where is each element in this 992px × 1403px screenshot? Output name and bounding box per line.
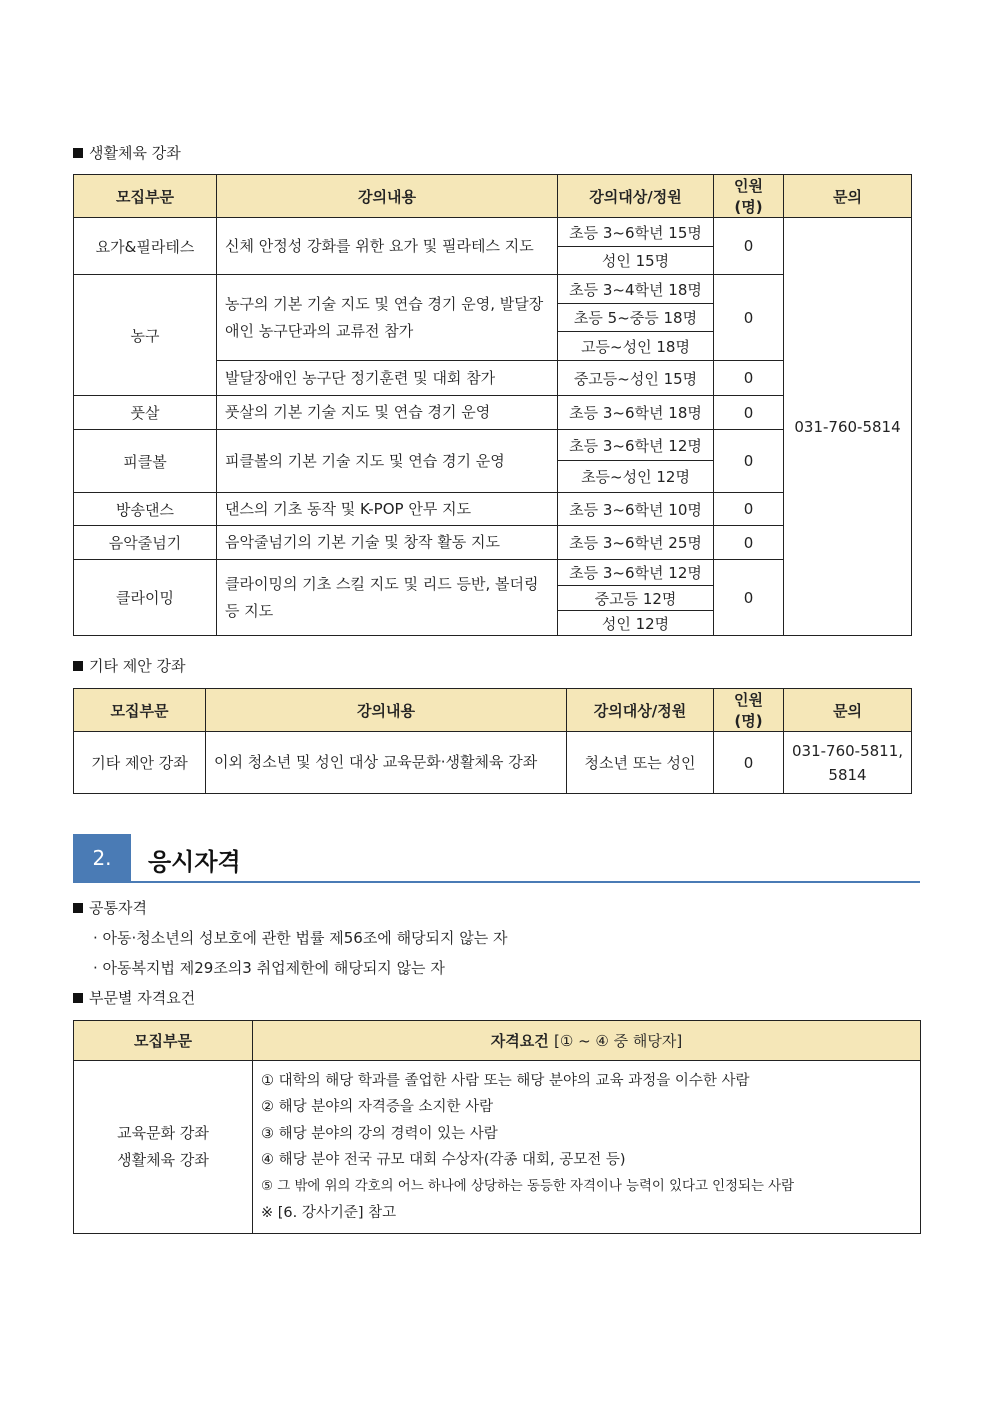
contact-cell: 031-760-5811, 5814 bbox=[784, 732, 912, 794]
requirement-item: ⑤ 그 밖에 위의 각호의 어느 하나에 상당하는 동등한 자격이나 능력이 있다고 인정되는 사람 bbox=[261, 1178, 795, 1194]
section-divider bbox=[73, 881, 920, 883]
content-cell: 클라이밍의 기초 스킬 지도 및 리드 등반, 볼더링 등 지도 bbox=[217, 560, 558, 636]
target-cell: 청소년 또는 성인 bbox=[567, 732, 714, 794]
dept-cell: 클라이밍 bbox=[74, 560, 217, 636]
content-cell: 이외 청소년 및 성인 대상 교육문화·생활체육 강좌 bbox=[206, 732, 567, 794]
section-number-badge: 2. bbox=[73, 834, 131, 882]
dept-cell: 요가&필라테스 bbox=[74, 218, 217, 275]
square-bullet-icon bbox=[73, 903, 83, 913]
target-cell: 중고등~성인 15명 bbox=[558, 361, 714, 396]
count-cell: 0 bbox=[714, 275, 784, 361]
content-cell: 음악줄넘기의 기본 기술 및 창작 활동 지도 bbox=[217, 526, 558, 560]
table-row bbox=[74, 1061, 921, 1234]
section-title: 응시자격 bbox=[148, 848, 241, 876]
table-header-row bbox=[74, 175, 912, 218]
target-cell: 성인 15명 bbox=[558, 247, 714, 275]
header-dept: 모집부문 bbox=[74, 689, 206, 732]
target-cell: 성인 12명 bbox=[558, 611, 714, 636]
dept-cell: 기타 제안 강좌 bbox=[74, 732, 206, 794]
dept-cell: 방송댄스 bbox=[74, 493, 217, 526]
dept-cell: 피클볼 bbox=[74, 430, 217, 493]
content-cell: 댄스의 기초 동작 및 K-POP 안무 지도 bbox=[217, 493, 558, 526]
list-item: · 아동·청소년의 성보호에 관한 법률 제56조에 해당되지 않는 자 bbox=[93, 929, 508, 947]
header-dept: 모집부문 bbox=[74, 175, 217, 218]
header-contact: 문의 bbox=[784, 689, 912, 732]
requirement-note: ※ [6. 강사기준] 참고 bbox=[261, 1205, 397, 1221]
dept-cell: 음악줄넘기 bbox=[74, 526, 217, 560]
other-section-heading: 기타 제안 강좌 bbox=[73, 655, 185, 676]
requirement-item: ④ 해당 분야 전국 규모 대회 수상자(각종 대회, 공모전 등) bbox=[261, 1152, 626, 1168]
contact-cell: 031-760-5814 bbox=[784, 218, 912, 636]
content-cell: 발달장애인 농구단 정기훈련 및 대회 참가 bbox=[217, 361, 558, 396]
count-cell: 0 bbox=[714, 560, 784, 636]
content-cell: 피클볼의 기본 기술 지도 및 연습 경기 운영 bbox=[217, 430, 558, 493]
target-cell: 초등 3~6학년 15명 bbox=[558, 218, 714, 247]
target-cell: 초등 3~6학년 18명 bbox=[558, 396, 714, 430]
square-bullet-icon bbox=[73, 148, 83, 158]
table-header-row bbox=[74, 1021, 921, 1061]
target-cell: 초등 3~4학년 18명 bbox=[558, 275, 714, 304]
target-cell: 고등~성인 18명 bbox=[558, 332, 714, 361]
header-contact: 문의 bbox=[784, 175, 912, 218]
list-item: · 아동복지법 제29조의3 취업제한에 해당되지 않는 자 bbox=[93, 959, 445, 977]
target-cell: 초등~성인 12명 bbox=[558, 461, 714, 493]
header-count: 인원(명) bbox=[714, 175, 784, 218]
dept-cell: 풋살 bbox=[74, 396, 217, 430]
target-cell: 중고등 12명 bbox=[558, 586, 714, 611]
square-bullet-icon bbox=[73, 993, 83, 1003]
requirement-item: ① 대학의 해당 학과를 졸업한 사람 또는 해당 분야의 교육 과정을 이수한 사람 bbox=[261, 1072, 750, 1089]
common-qualification-heading: 공통자격 bbox=[73, 897, 147, 918]
header-count: 인원(명) bbox=[714, 689, 784, 732]
requirement-item: ② 해당 분야의 자격증을 소지한 사람 bbox=[261, 1099, 494, 1115]
requirement-item: ③ 해당 분야의 강의 경력이 있는 사람 bbox=[261, 1125, 498, 1142]
other-course-table bbox=[73, 688, 912, 794]
header-content: 강의내용 bbox=[206, 689, 567, 732]
table-header-row bbox=[74, 689, 912, 732]
header-target: 강의대상/정원 bbox=[558, 175, 714, 218]
qualification-table bbox=[73, 1020, 921, 1234]
content-cell: 신체 안정성 강화를 위한 요가 및 필라테스 지도 bbox=[217, 218, 558, 275]
count-cell: 0 bbox=[714, 732, 784, 794]
sports-course-table bbox=[73, 174, 912, 636]
target-cell: 초등 3~6학년 25명 bbox=[558, 526, 714, 560]
count-cell: 0 bbox=[714, 361, 784, 396]
target-cell: 초등 5~중등 18명 bbox=[558, 304, 714, 332]
count-cell: 0 bbox=[714, 430, 784, 493]
target-cell: 초등 3~6학년 12명 bbox=[558, 430, 714, 461]
dept-qualification-heading: 부문별 자격요건 bbox=[73, 987, 195, 1008]
count-cell: 0 bbox=[714, 396, 784, 430]
target-cell: 초등 3~6학년 12명 bbox=[558, 560, 714, 586]
content-cell: 농구의 기본 기술 지도 및 연습 경기 운영, 발달장애인 농구단과의 교류전 참가 bbox=[217, 275, 558, 361]
dept-cell: 농구 bbox=[74, 275, 217, 396]
header-requirements: 자격요건 [① ~ ④ 중 해당자] bbox=[253, 1021, 921, 1061]
square-bullet-icon bbox=[73, 661, 83, 671]
header-dept: 모집부문 bbox=[74, 1021, 253, 1061]
sports-section-heading: 생활체육 강좌 bbox=[73, 142, 181, 163]
target-cell: 초등 3~6학년 10명 bbox=[558, 493, 714, 526]
count-cell: 0 bbox=[714, 493, 784, 526]
table-row bbox=[74, 732, 912, 794]
dept-cell: 교육문화 강좌 생활체육 강좌 bbox=[74, 1061, 253, 1234]
content-cell: 풋살의 기본 기술 지도 및 연습 경기 운영 bbox=[217, 396, 558, 430]
header-content: 강의내용 bbox=[217, 175, 558, 218]
table-row bbox=[74, 218, 912, 247]
header-target: 강의대상/정원 bbox=[567, 689, 714, 732]
count-cell: 0 bbox=[714, 526, 784, 560]
requirements-cell bbox=[253, 1061, 921, 1234]
count-cell: 0 bbox=[714, 218, 784, 275]
